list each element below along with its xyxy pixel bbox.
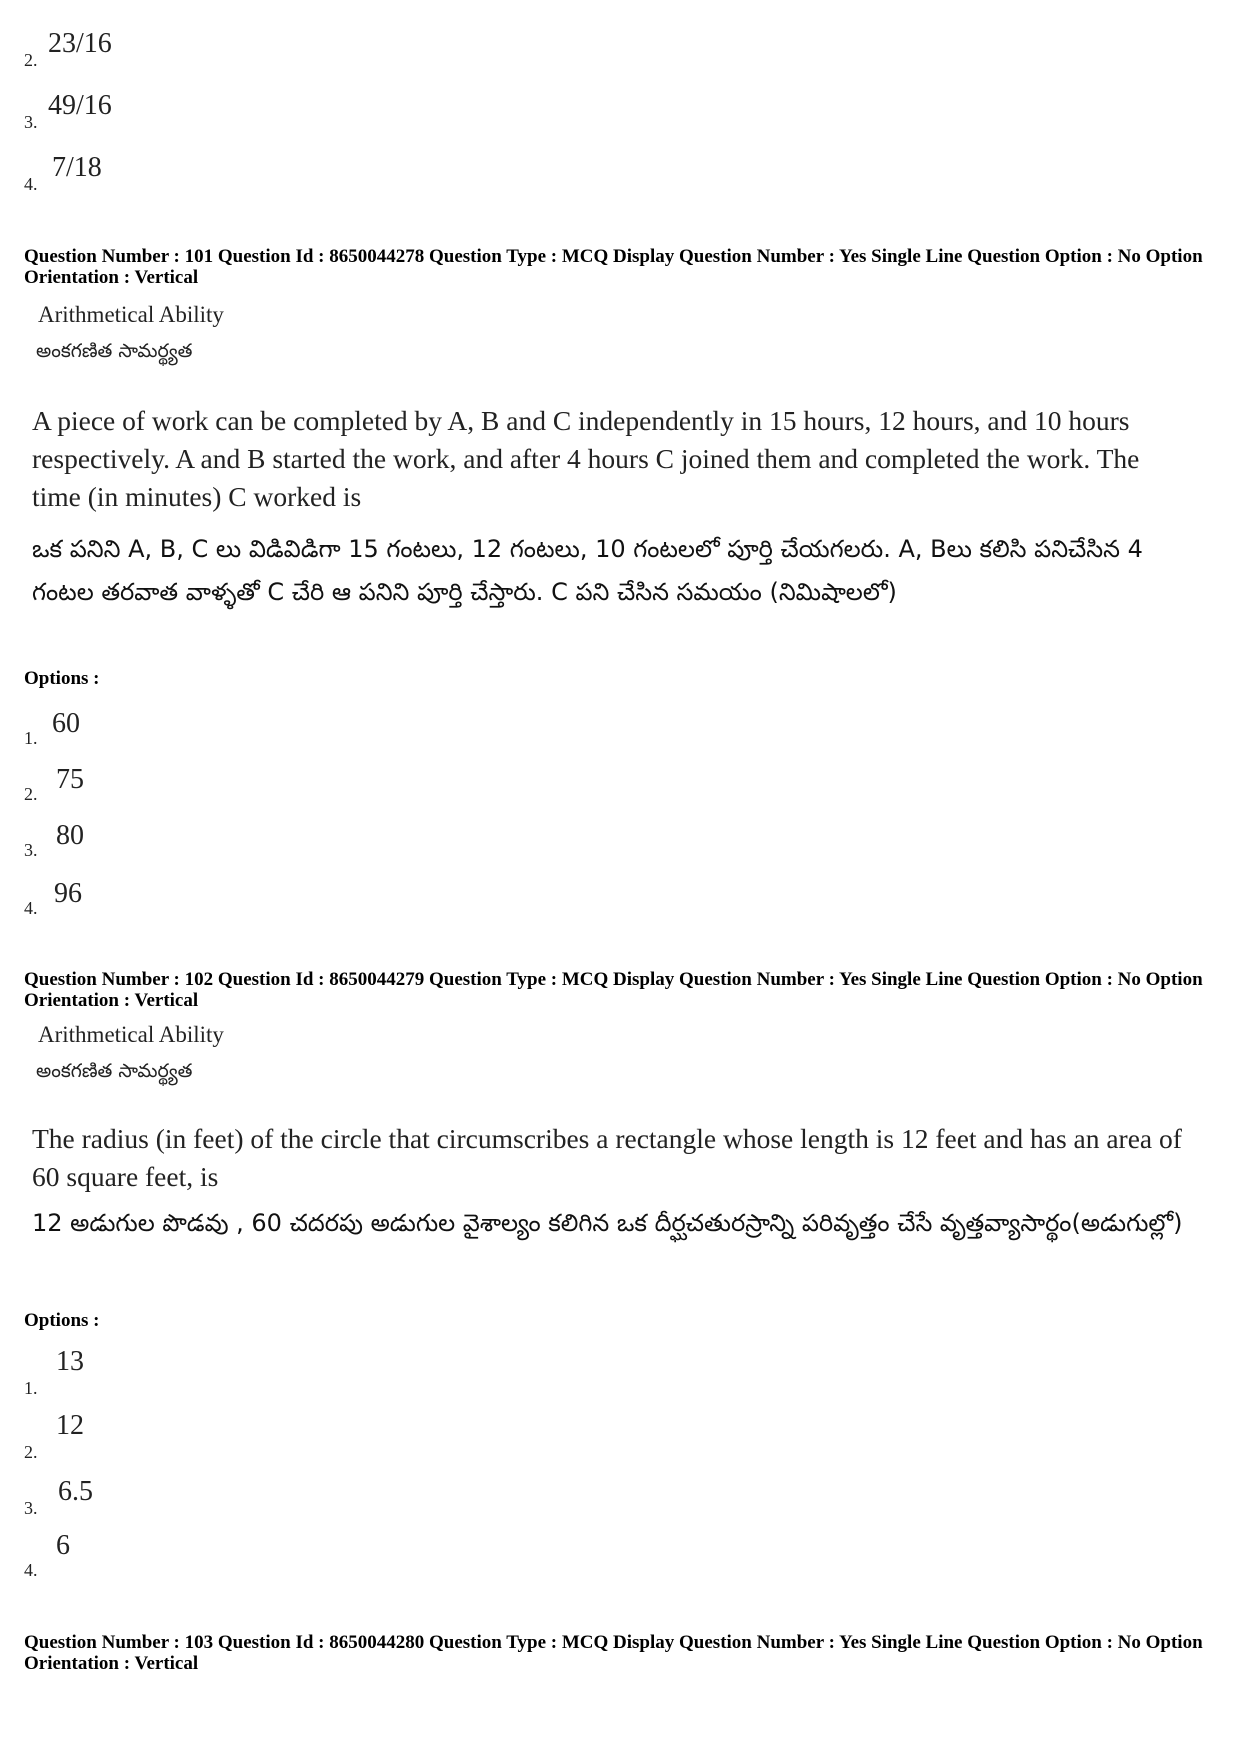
option-number: 2. xyxy=(24,50,38,70)
option-2[interactable] xyxy=(0,764,600,824)
option-number: 4. xyxy=(24,1560,38,1580)
option-3[interactable] xyxy=(0,820,600,880)
option-number: 3. xyxy=(24,840,38,860)
option-value: 23/16 xyxy=(48,28,112,59)
subject-english: Arithmetical Ability xyxy=(38,302,224,327)
option-value: 12 xyxy=(56,1410,84,1441)
subject-telugu: అంకగణిత సామర్థ్యత xyxy=(36,340,193,362)
option-value: 7/18 xyxy=(52,152,102,183)
option-number: 3. xyxy=(24,1498,38,1518)
option-value: 60 xyxy=(52,708,80,739)
question-meta-102: Question Number : 102 Question Id : 8650044279 Question Type : MCQ Display Question Number : Yes Single Line Question Option : No Option Orientation : Vertical xyxy=(24,969,1203,1011)
option-4[interactable] xyxy=(0,1530,600,1590)
option-value: 13 xyxy=(56,1346,84,1377)
question-text-english: The radius (in feet) of the circle that circumscribes a rectangle whose length is 12 feet and has an area of 60 square feet, is xyxy=(32,1123,1182,1192)
option-2[interactable] xyxy=(0,1410,600,1470)
question-text-telugu: ఒక పనిని A, B, C లు విడివిడిగా 15 గంటలు, 12 గంటలు, 10 గంటలలో పూర్తి చేయగలరు. A, Bలు కలిసి పనిచేసిన 4 గంటల తరవాత వాళ్ళతో C చేరి ఆ పనిని పూర్తి చేస్తారు. C పని చేసిన సమయం (నిమిషాలలో) xyxy=(32,535,1143,606)
option-3[interactable] xyxy=(0,1476,600,1536)
option-value: 6 xyxy=(56,1530,70,1561)
option-value: 96 xyxy=(54,878,82,909)
question-text-telugu: 12 అడుగుల పొడవు , 60 చదరపు అడుగుల వైశాల్యం కలిగిన ఒక దీర్ఘచతురస్రాన్ని పరివృత్తం చేసే వృత్తవ్యాసార్థం(అడుగుల్లో) xyxy=(32,1209,1183,1237)
option-value: 6.5 xyxy=(58,1476,93,1507)
prev-option-3 xyxy=(0,90,600,150)
option-number: 1. xyxy=(24,728,38,748)
prev-option-2 xyxy=(0,28,600,88)
prev-option-4 xyxy=(0,152,600,212)
option-number: 4. xyxy=(24,898,38,918)
option-value: 49/16 xyxy=(48,90,112,121)
option-number: 4. xyxy=(24,174,38,194)
question-text-english: A piece of work can be completed by A, B and C independently in 15 hours, 12 hours, and 10 hours respectively. A and B started the work, and after 4 hours C joined them and completed the work. The time (in minutes) C worked is xyxy=(32,405,1140,512)
option-number: 2. xyxy=(24,784,38,804)
option-number: 1. xyxy=(24,1378,38,1398)
option-4[interactable] xyxy=(0,878,600,938)
options-label: Options : xyxy=(24,1310,100,1331)
option-1[interactable] xyxy=(0,708,600,768)
question-meta-103: Question Number : 103 Question Id : 8650044280 Question Type : MCQ Display Question Number : Yes Single Line Question Option : No Option Orientation : Vertical xyxy=(24,1632,1203,1674)
option-number: 2. xyxy=(24,1442,38,1462)
options-label: Options : xyxy=(24,668,100,689)
option-number: 3. xyxy=(24,112,38,132)
option-value: 80 xyxy=(56,820,84,851)
option-1[interactable] xyxy=(0,1346,600,1406)
option-value: 75 xyxy=(56,764,84,795)
subject-english: Arithmetical Ability xyxy=(38,1022,224,1047)
question-meta-101: Question Number : 101 Question Id : 8650044278 Question Type : MCQ Display Question Number : Yes Single Line Question Option : No Option Orientation : Vertical xyxy=(24,246,1203,288)
subject-telugu: అంకగణిత సామర్థ్యత xyxy=(36,1060,193,1082)
